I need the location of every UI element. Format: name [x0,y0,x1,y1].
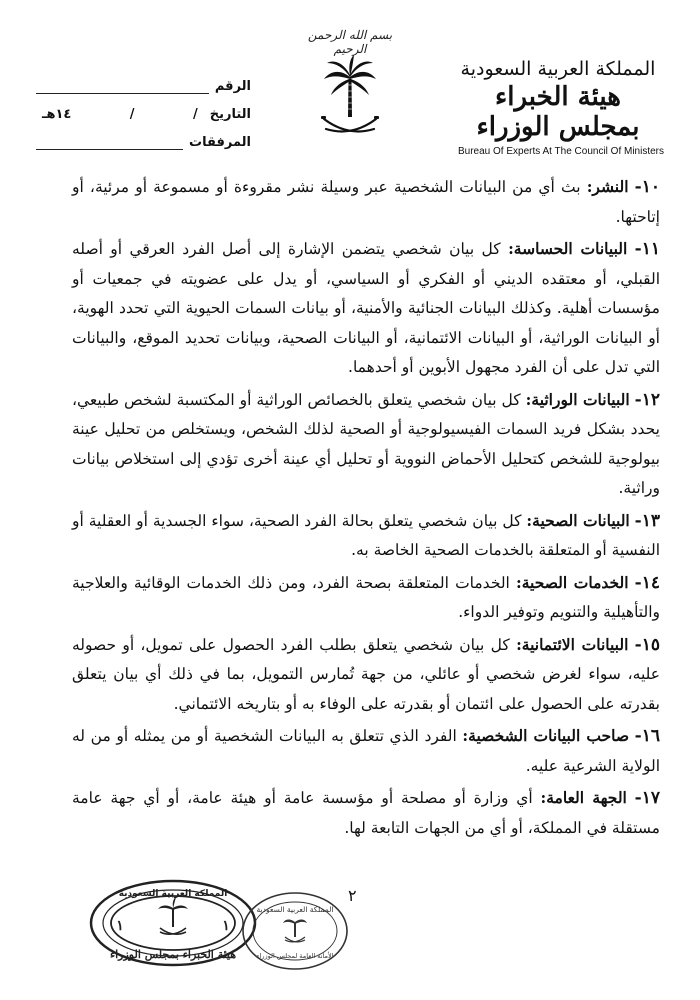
item-text: بث أي من البيانات الشخصية عبر وسيلة نشر مقروءة أو مسموعة أو مرئية، أو إتاحتها. [72,178,660,226]
item-text: كل بيان شخصي يتعلق بالخصائص الوراثية أو المكتسبة لشخص طبيعي، يحدد بشكل فريد السمات الفيسيولوجية أو الصحية لذلك الشخص، ويستخلص من تحليل عينة بيولوجية للشخص كتحليل الأحماض النووية أو تحليل أي عينة أخرى تؤدي إلى استخلاص بيانات وراثية. [72,390,660,497]
basmala: بسم الله الرحمن الرحيم [307,28,393,56]
item-number: ١٦- [634,726,660,746]
item-term: البيانات الوراثية: [525,389,630,409]
seal-text-top: المملكة العربية السعودية [256,905,334,914]
definitions-list [72,172,660,845]
item-number: ١٢- [634,389,660,410]
item-term: صاحب البيانات الشخصية: [462,726,630,745]
item-term: البيانات الصحية: [526,510,630,530]
definition-item [72,630,660,720]
item-term: البيانات الائتمانية: [516,634,629,654]
org-name-country: المملكة العربية السعودية [460,58,656,80]
item-term: النشر: [586,177,629,196]
item-text: أي وزارة أو مصلحة أو مؤسسة عامة أو هيئة عامة، أو أي جهة عامة مستقلة في المملكة، أو أي من الجهات التابعة لها. [72,789,660,837]
item-text: الفرد الذي تتعلق به البيانات الشخصية أو من يمثله أو من له الولاية الشرعية عليه. [72,727,660,775]
item-term: الجهة العامة: [540,788,627,807]
page-number: ٢ [348,886,357,905]
item-number: ١٣- [634,510,660,531]
ref-row [36,66,251,94]
seal-digit-left: ١ [116,918,124,934]
ref-blank-line [36,79,209,94]
organization-header [458,58,665,157]
definition-item [72,172,660,232]
item-number: ١٤- [634,572,660,593]
date-year-suffix: ١٤هـ [42,107,72,122]
item-text: الخدمات المتعلقة بصحة الفرد، ومن ذلك الخدمات الوقائية والعلاجية والتأهيلية والتنويم وتوفير الدواء. [72,573,660,621]
ref-label: الرقم [214,79,251,94]
definition-item [72,568,660,628]
item-number: ١١- [634,239,660,259]
item-text: كل بيان شخصي يتعلق بطلب الفرد الحصول على تمويل، أو حصوله عليه، سواء لغرض شخصي أو عائلي، من جهة تُمارس التمويل، بما في ذلك أي بيان يتعلق بقدرته على الحصول على ائتمان أو بقدرته على الوفاء به أو بتاريخه الائتماني. [72,635,660,713]
date-blank [36,107,204,122]
item-term: الخدمات الصحية: [515,572,629,592]
attachments-row [36,122,251,150]
definition-item [72,385,660,504]
document-meta [36,66,251,150]
item-text: كل بيان شخصي يتعلق بحالة الفرد الصحية، سواء الجسدية أو العقلية أو النفسية أو المتعلقة بالخدمات الصحية الخاصة به. [72,511,660,559]
item-number: ١٧- [634,788,660,808]
official-seal-icon [88,878,258,968]
item-text: كل بيان شخصي يتضمن الإشارة إلى أصل الفرد العرقي أو أصله القبلي، أو معتقده الديني أو الفكري أو السياسي، أو يدل على عضويته في جمعيات أو مؤسسات أهلية. وكذلك البيانات الجنائية والأمنية، أو بيانات السمات الحيوية التي تحدد الهوية، أو البيانات الوراثية، أو البيانات الائتمانية، أو البيانات الصحية، وبيانات تحديد الموقع، والبيانات التي تدل على أن الفرد مجهول الأبوين أو أحدهما. [72,240,660,376]
date-row [36,94,251,122]
date-label: التاريخ [209,107,251,122]
org-name-bureau: هيئة الخبراء بمجلس الوزراء [476,82,640,142]
saudi-emblem-icon [318,55,382,143]
official-seal-icon [240,890,350,972]
date-day-sep: / [192,107,198,122]
seal-text-bottom: هيئة الخبراء بمجلس الوزراء [109,948,237,961]
item-number: ١٠- [634,177,660,197]
seal-text-bottom: الأمانة العامة لمجلس الوزراء [256,952,334,960]
definition-item [72,721,660,781]
attachments-blank-line [36,135,183,150]
item-term: البيانات الحساسة: [508,239,628,258]
item-number: ١٥- [634,634,660,655]
org-name-english: Bureau Of Experts At The Council Of Ministers [458,146,665,157]
date-month-sep: / [129,107,135,122]
definition-item [72,234,660,383]
definition-item [72,783,660,843]
attachments-label: المرفقات [189,135,251,150]
seal-digit-right: ١ [222,918,230,934]
definition-item [72,506,660,566]
seal-text-top: المملكة العربية السعودية [118,889,228,899]
